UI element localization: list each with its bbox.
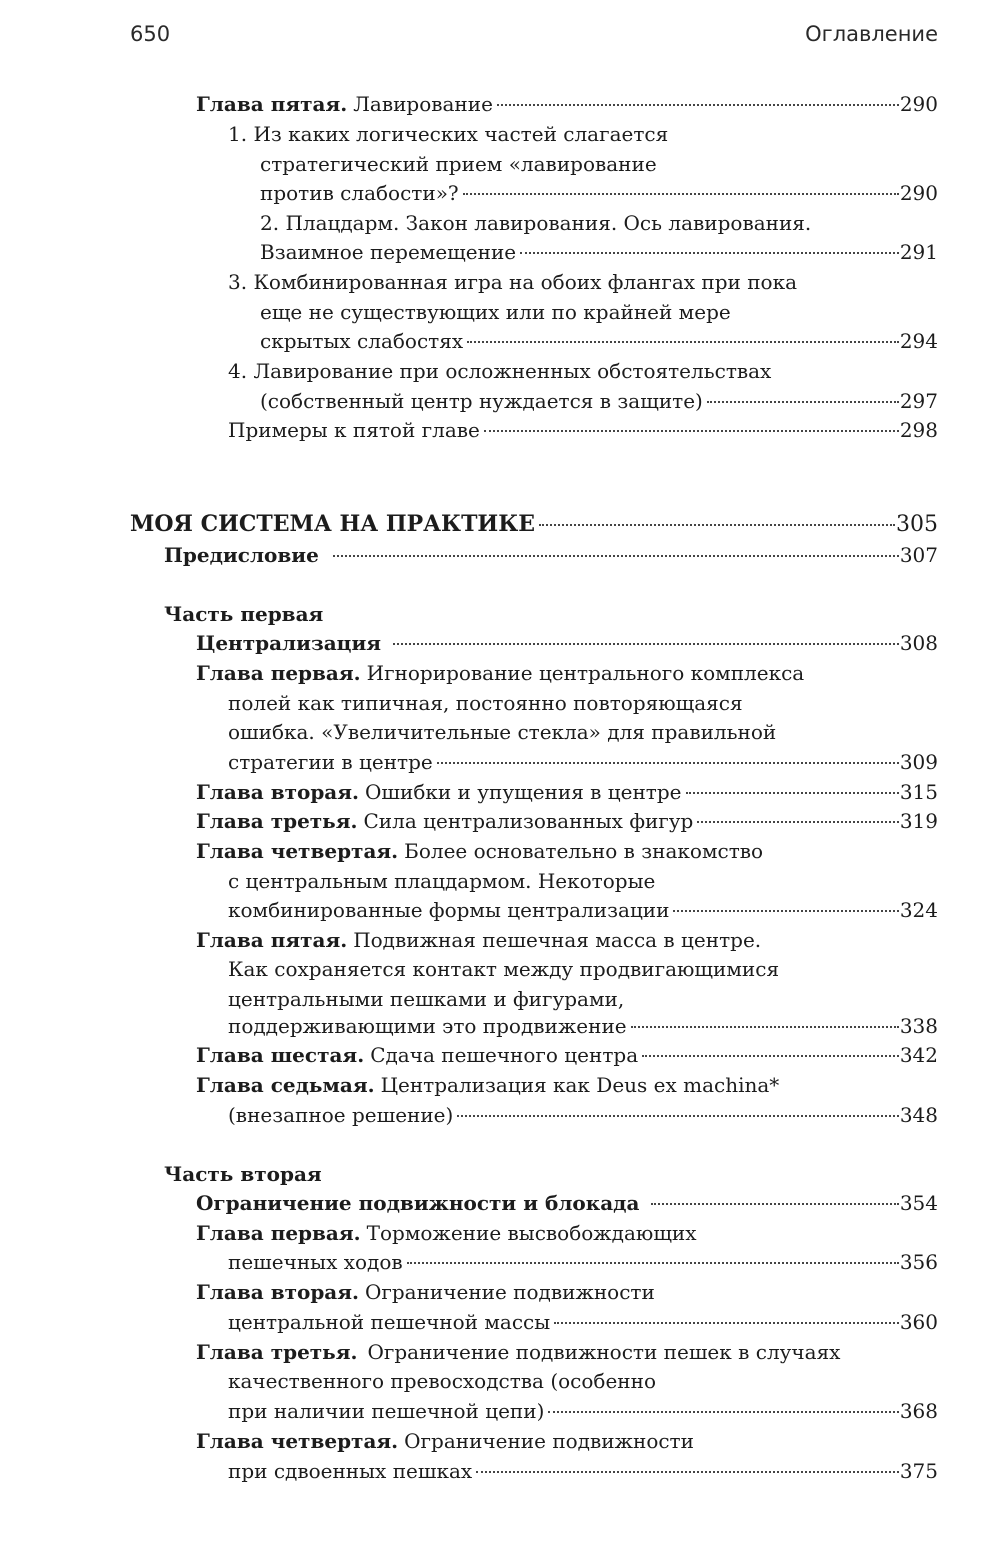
page-ref: 360 [899,1310,938,1334]
entry-text: центральными пешками и фигурами, [228,987,625,1011]
toc-entry-part1 [196,628,938,658]
toc-line [196,1426,938,1456]
toc-line [260,149,938,179]
page-ref: 308 [899,631,938,655]
toc-line [228,1366,938,1396]
toc-line [260,208,938,238]
toc-entry-system [130,509,938,539]
entry-label: Глава шестая. [196,1043,365,1067]
leader-dots [686,792,899,794]
entry-text: Сила централизованных фигур [363,809,694,833]
toc-line [228,866,938,896]
entry-text: Как сохраняется контакт между продвигающимися [228,957,780,981]
part-title: Централизация [196,631,382,655]
page-ref: 291 [899,240,938,264]
entry-text: ошибка. «Увеличительные стекла» для правильной [228,720,777,744]
toc-line [228,717,938,747]
toc-line [228,267,938,297]
leader-dots [333,555,899,557]
leader-dots [476,1471,899,1473]
toc-entry-p1c6 [196,1040,938,1070]
leader-dots [697,821,898,823]
section-title: Оглавление [805,22,938,46]
entry-text: Ошибки и упущения в центре [365,780,682,804]
entry-title: Лавирование [353,92,493,116]
leader-dots [707,401,899,403]
entry-text: Взаимное перемещение [260,240,517,264]
page-ref: 348 [899,1103,938,1127]
toc-line [196,925,938,955]
toc-line [228,954,938,984]
page-ref: 375 [899,1459,938,1483]
entry-label: Глава пятая. [196,928,348,952]
entry-text: поддерживающими это продвижение [228,1014,627,1038]
leader-dots [463,193,899,195]
toc-line [228,984,938,1014]
part-label [164,1159,938,1189]
toc-entry-p2c2 [228,1307,938,1337]
toc-entry-p1c4 [228,895,938,925]
entry-text: 3. Комбинированная игра на обоих флангах при пока [228,270,797,294]
entry-text: качественного превосходства (особенно [228,1369,656,1393]
entry-text: Игнорирование центрального комплекса [366,661,805,685]
page-ref: 290 [899,92,938,116]
entry-label: Глава четвертая. [196,1429,399,1453]
toc-line [196,1070,938,1100]
entry-label: Глава третья. [196,809,358,833]
page-ref: 356 [899,1250,938,1274]
page-ref: 324 [899,898,938,922]
running-head [130,22,938,52]
toc-entry-ch5 [196,89,938,119]
entry-text: Примеры к пятой главе [228,418,480,442]
leader-dots [554,1322,899,1324]
toc-entry-p1c2 [196,777,938,807]
section-heading: МОЯ СИСТЕМА НА ПРАКТИКЕ [130,511,536,537]
page-ref: 338 [899,1014,938,1038]
leader-dots [497,104,899,106]
toc-line [196,836,938,866]
part-heading: Часть вторая [164,1162,322,1186]
leader-dots [407,1262,899,1264]
entry-text: 4. Лавирование при осложненных обстоятельствах [228,359,772,383]
toc-entry-part2 [196,1188,938,1218]
entry-text: Ограничение подвижности пешек в случаях [367,1340,841,1364]
page-ref: 315 [899,780,938,804]
entry-label: Глава первая. [196,1221,361,1245]
toc-entry-p1c3 [196,806,938,836]
leader-dots [673,910,898,912]
page-ref: 297 [899,389,938,413]
entry-label: Глава вторая. [196,1280,359,1304]
page-ref: 290 [899,181,938,205]
entry-text: центральной пешечной массы [228,1310,551,1334]
entry-text: комбинированные формы централизации [228,898,670,922]
page-ref: 319 [899,809,938,833]
toc-entry-p1c1 [228,747,938,777]
entry-text: полей как типичная, постоянно повторяющаяся [228,691,743,715]
leader-dots [539,524,895,526]
entry-text: еще не существующих или по крайней мере [260,300,731,324]
toc-entry-ch5-s1 [260,178,938,208]
entry-label: Глава седьмая. [196,1073,375,1097]
entry-text: Подвижная пешечная масса в центре. [353,928,762,952]
part-title: Ограничение подвижности и блокада [196,1191,640,1215]
page-ref: 307 [899,543,938,567]
entry-text: Централизация как Deus ex machina* [380,1073,780,1097]
entry-text: с центральным плацдармом. Некоторые [228,869,656,893]
leader-dots [548,1411,898,1413]
part-heading: Часть первая [164,602,324,626]
toc-entry-ch5-s3 [260,326,938,356]
toc-line [196,1218,938,1248]
toc-entry-p2c4 [228,1456,938,1486]
leader-dots [631,1026,899,1028]
toc-entry-ch5-s2 [260,237,938,267]
leader-dots [651,1203,898,1205]
entry-label: Глава четвертая. [196,839,399,863]
leader-dots [467,341,899,343]
entry-text: при сдвоенных пешках [228,1459,473,1483]
toc-line [196,1337,938,1367]
entry-text: Предисловие [164,543,319,567]
entry-text: (внезапное решение) [228,1103,454,1127]
page-ref: 368 [899,1399,938,1423]
entry-text: против слабости»? [260,181,459,205]
entry-text: Более основательно в знакомство [404,839,764,863]
entry-text: стратегии в центре [228,750,433,774]
entry-text: Ограничение подвижности [365,1280,655,1304]
toc-entry-p2c1 [228,1247,938,1277]
page-number: 650 [130,22,171,46]
toc-line [260,297,938,327]
toc-entry-p1c7 [228,1100,938,1130]
toc-entry-preface [164,540,938,570]
toc-line [196,658,938,688]
toc-line [228,688,938,718]
toc-line [196,1277,938,1307]
page-ref: 294 [899,329,938,353]
entry-label: Глава третья. [196,1340,358,1364]
toc-entry-ch5-s4 [260,386,938,416]
entry-text: скрытых слабостях [260,329,464,353]
entry-text: Торможение высвобождающих [366,1221,697,1245]
leader-dots [457,1115,898,1117]
page-ref: 354 [899,1191,938,1215]
entry-text: 2. Плацдарм. Закон лавирования. Ось лавирования. [260,211,812,235]
page-ref: 342 [899,1043,938,1067]
toc-entry-examples [228,415,938,445]
page-ref: 305 [896,512,938,537]
entry-text: Сдача пешечного центра [370,1043,639,1067]
toc-line [228,119,938,149]
toc-entry-p1c5 [228,1011,938,1041]
entry-text: (собственный центр нуждается в защите) [260,389,703,413]
entry-text: при наличии пешечной цепи) [228,1399,545,1423]
entry-text: пешечных ходов [228,1250,403,1274]
entry-label: Глава вторая. [196,780,359,804]
toc-entry-p2c3 [228,1396,938,1426]
leader-dots [520,252,899,254]
leader-dots [484,430,899,432]
leader-dots [437,762,899,764]
entry-label: Глава первая. [196,661,361,685]
part-label [164,599,938,629]
page-ref: 298 [899,418,938,442]
leader-dots [642,1055,899,1057]
page-ref: 309 [899,750,938,774]
entry-text: Ограничение подвижности [404,1429,694,1453]
toc-line [228,356,938,386]
entry-text: стратегический прием «лавирование [260,152,657,176]
entry-label: Глава пятая. [196,92,348,116]
entry-text: 1. Из каких логических частей слагается [228,122,669,146]
leader-dots [393,643,899,645]
